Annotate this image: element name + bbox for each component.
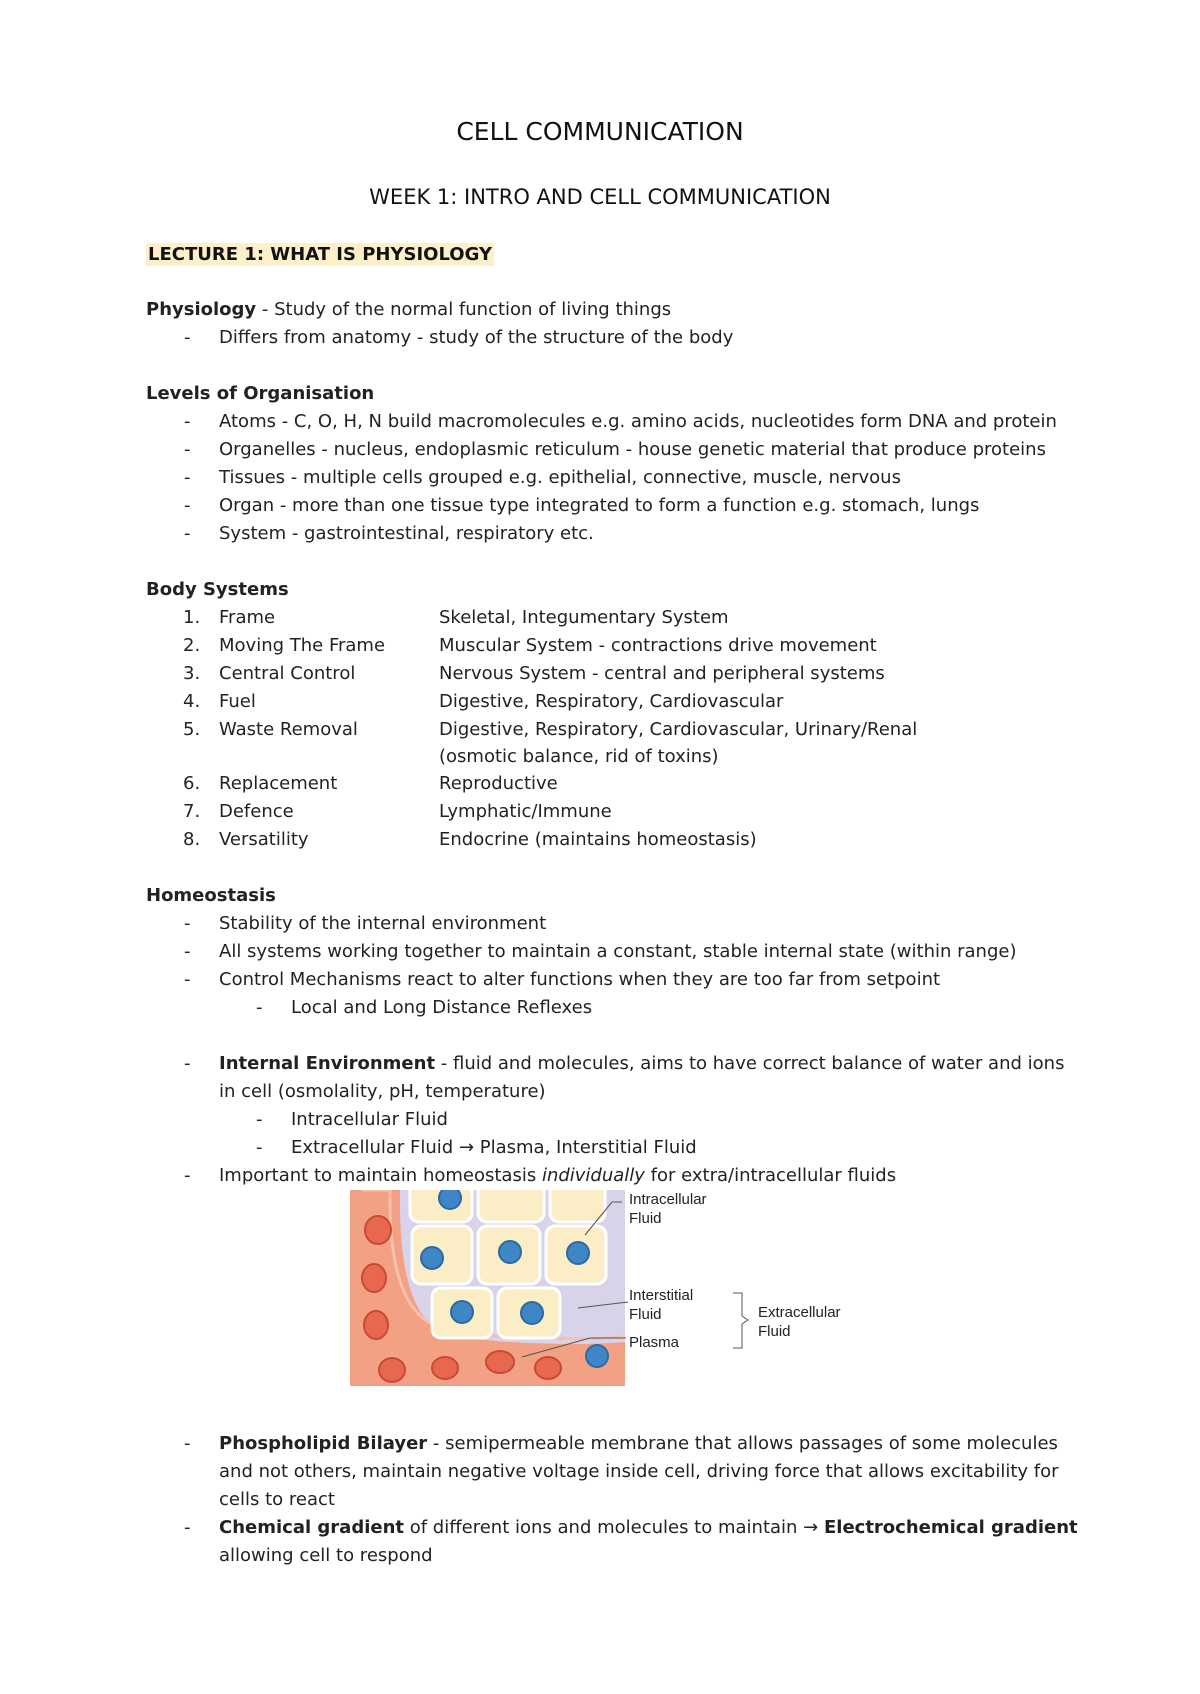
interstitial-label: Interstitial — [629, 1287, 694, 1304]
body-systems-heading: Body Systems — [146, 579, 289, 600]
svg-text:Fluid: Fluid — [629, 1306, 662, 1323]
levels-heading: Levels of Organisation — [146, 383, 375, 404]
week-heading: WEEK 1: INTRO AND CELL COMMUNICATION — [369, 185, 831, 209]
homeostasis-heading: Homeostasis — [146, 885, 276, 906]
fluid-compartments-diagram — [350, 1190, 870, 1390]
intracellular-label: Intracellular — [629, 1191, 707, 1208]
physiology-term: Physiology — [146, 299, 257, 320]
extracellular-label: Extracellular — [758, 1304, 841, 1321]
svg-text:Fluid: Fluid — [629, 1210, 662, 1227]
lecture-heading: LECTURE 1: WHAT IS PHYSIOLOGY — [148, 244, 493, 265]
document-title: CELL COMMUNICATION — [456, 117, 744, 146]
svg-text:Fluid: Fluid — [758, 1323, 791, 1340]
physiology-definition: Physiology - Study of the normal function of living things — [146, 299, 672, 320]
plasma-label: Plasma — [629, 1334, 680, 1351]
document-page: CELL COMMUNICATION WEEK 1: INTRO AND CELL COMMUNICATION LECTURE 1: WHAT IS PHYSIOLOGY Physiology - Study of the normal function of living things - Differs from anatomy - study of the structure of the body Levels of Organisation - Atoms - C, O, H, N build macromolecules e.g. amino acids, nucleotides form DNA and protein - Organelles - nucleus, endoplasmic reticulum - house genetic material that produce proteins - Tissues - multiple cells grouped e.g. epithelial, connective, muscle, nervous - Organ - more than one tissue type integrated to form a function e.g. stomach, lungs - System - gastrointestinal, respiratory etc. Body Systems 1. Frame Skeletal, Integumentary System 2. Moving The Frame Muscular System - contractions drive movement 3. Central Control Nervous System - central and peripheral systems 4. Fuel Digestive, Respiratory, Cardiovascular 5. Waste Removal Digestive, Respiratory, Cardiovascular, Urinary/Renal (osmotic balance, rid of toxins) 6. Replacement Reproductive 7. Defence Lymphatic/Immune 8. Versatility Endocrine (maintains homeostasis) Homeostasis - Stability of the internal environment - All systems working together to maintain a constant, stable internal state (within range) - Control Mechanisms react to alter functions when they are too far from setpoint - Local and Long Distance Reflexes - Internal Environment - fluid and molecules, aims to have correct balance of water and ions in cell (osmolality, pH, temperature) - Intracellular Fluid - Extracellular Fluid → Plasma, Interstitial Fluid - Important to maintain homeostasis individually for extra/intracellular fluids Intracellular Fluid Interstitial Fluid Plasma Extracellular Fluid - Phospholipid Bilayer - semipermeable membrane that allows passages of some molecules and not others, maintain negative voltage inside cell, driving force that allows excitability for cells to react - Chemical gradient of different ions and molecules to maintain → Electrochemical gradient allowing cell to respond — [0, 0, 1200, 1694]
